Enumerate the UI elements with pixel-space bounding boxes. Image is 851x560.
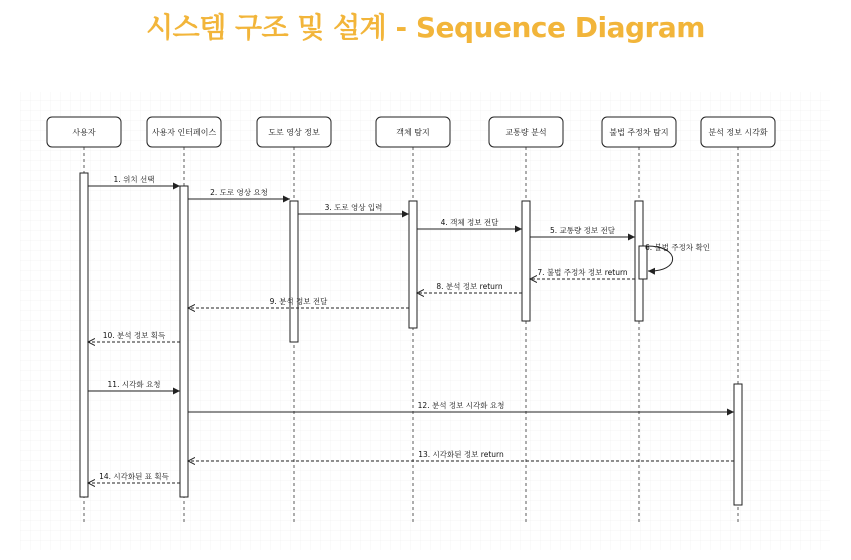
message-2-label: 2. 도로 영상 요청 [210,188,268,197]
message-12-label: 12. 분석 정보 시각화 요청 [417,401,505,410]
message-4-label: 4. 객체 정보 전달 [440,218,499,227]
grid-background [20,92,830,550]
message-7-label: 7. 불법 주정차 정보 return [537,268,628,277]
activation-bar-traffic [522,201,530,321]
message-11-label: 11. 시각화 요청 [107,380,161,389]
message-10-label: 10. 분석 정보 획득 [102,331,166,340]
participant-label-road: 도로 영상 정보 [268,128,320,137]
message-5-label: 5. 교통량 정보 전달 [549,226,616,235]
participant-label-ui: 사용자 인터페이스 [151,128,217,137]
message-8-label: 8. 분석 정보 return [436,282,503,291]
participant-label-parking: 불법 주정차 탐지 [609,128,669,137]
message-13-label: 13. 시각화된 정보 return [418,450,504,459]
participant-label-detect: 객체 탐지 [396,128,430,137]
participant-label-traffic: 교통량 분석 [505,128,547,137]
message-1-label: 1. 위치 선택 [113,175,155,184]
page-title: 시스템 구조 및 설계 - Sequence Diagram [146,11,705,44]
activation-bar-detect [409,201,417,328]
activation-bar-user [80,173,88,497]
message-3-label: 3. 도로 영상 입력 [324,203,383,212]
message-14-label: 14. 시각화된 표 획득 [99,472,169,481]
activation-bar-ui [180,186,188,497]
activation-bar-road [290,201,298,342]
message-6-label: 6. 불법 주정차 확인 [645,243,711,252]
activation-bar-viz [734,384,742,505]
participant-label-user: 사용자 [72,128,96,137]
participant-label-viz: 분석 정보 시각화 [708,128,768,137]
message-9-label: 9. 분석 정보 전달 [269,297,328,306]
